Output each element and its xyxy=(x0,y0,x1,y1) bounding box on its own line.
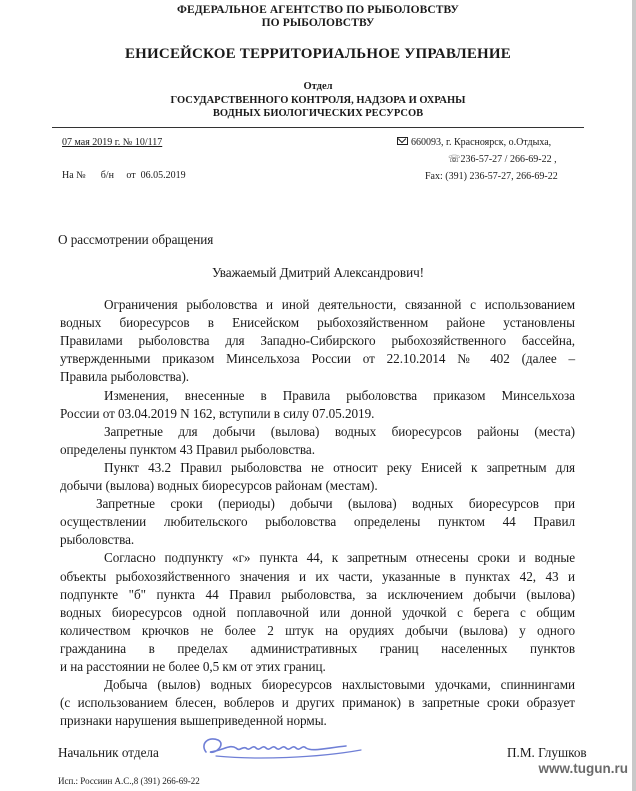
body-line: количеством крючков не более 2 штук на орудиях добычи (вылова) у одного xyxy=(60,623,575,638)
body-line: Правила рыболовства). xyxy=(60,369,190,384)
body-line: Пункт 43.2 Правил рыболовства не относит реку Енисей к запретным для xyxy=(104,460,575,475)
agency-title-line2: ПО РЫБОЛОВСТВУ xyxy=(261,17,375,29)
dept-title-line1: ГОСУДАРСТВЕННОГО КОНТРОЛЯ, НАДЗОРА И ОХРАНЫ xyxy=(170,95,466,106)
fax-line: Fax: (391) 236-57-27, 266-69-22 xyxy=(425,171,558,182)
body-line: добычи (вылова) водных биоресурсов районам (местам). xyxy=(60,478,378,493)
envelope-icon xyxy=(397,137,408,145)
body-line: объекты рыбохозяйственного значения и их части, указанные в пунктах 42, 43 и xyxy=(60,569,575,584)
body-line: Согласно подпункту «г» пункта 44, к запретным отнесены сроки и водные xyxy=(104,550,575,565)
body-line: утвержденными приказом Минсельхоза России от 22.10.2014 № 402 (далее – xyxy=(60,351,575,366)
subject: О рассмотрении обращения xyxy=(58,232,214,247)
body-line: Правилами рыболовства для Западно-Сибирского рыбохозяйственного бассейна, xyxy=(60,333,575,348)
body-line: и на расстоянии не более 0,5 км от этих границ. xyxy=(60,659,326,674)
body-line: осуществлении любительского рыболовства определены пунктом 44 Правил xyxy=(60,514,575,529)
body-line: Ограничения рыболовства и иной деятельности, связанной с использованием xyxy=(104,297,575,312)
phones-line xyxy=(448,154,557,165)
header-rule xyxy=(52,127,584,128)
handwritten-signature xyxy=(196,730,371,769)
body-line: рыболовства. xyxy=(60,532,135,547)
body-line: России от 03.04.2019 N 162, вступили в силу 07.05.2019. xyxy=(60,406,375,421)
body-line: подпункте "б" пункта 44 Правил рыболовства, за исключением добычи (вылова) xyxy=(60,587,575,602)
phone-icon: ☏ xyxy=(448,154,461,165)
dept-title-line2: ВОДНЫХ БИОЛОГИЧЕСКИХ РЕСУРСОВ xyxy=(212,108,424,119)
signatory-name: П.М. Глушков xyxy=(507,745,587,760)
body-line: гражданина в пределах административных границ населенных пунктов xyxy=(60,641,575,656)
reply-reference: На № б/н от 06.05.2019 xyxy=(62,170,186,181)
body-line: водных биоресурсов в Енисейском рыбохозяйственном районе установлены xyxy=(60,315,575,330)
executor-contact: Исп.: Россиин А.С.,8 (391) 266-69-22 xyxy=(58,776,200,786)
address-text: 660093, г. Красноярск, о.Отдыха, xyxy=(411,137,552,148)
body-line: (с использованием блесен, воблеров и других приманок) в запретные сроки образует xyxy=(60,695,575,710)
site-watermark: www.tugun.ru xyxy=(538,761,628,776)
body-line: Добыча (вылов) водных биоресурсов нахлыстовыми удочками, спиннингами xyxy=(104,677,575,692)
greeting: Уважаемый Дмитрий Александрович! xyxy=(211,265,425,280)
signatory-position: Начальник отдела xyxy=(58,745,159,760)
date-number: 07 мая 2019 г. № 10/117 xyxy=(62,137,163,148)
management-title: ЕНИСЕЙСКОЕ ТЕРРИТОРИАЛЬНОЕ УПРАВЛЕНИЕ xyxy=(124,46,512,62)
body-line: признаки нарушения вышеприведенной нормы. xyxy=(60,713,327,728)
dept-label: Отдел xyxy=(303,81,333,92)
address-line xyxy=(397,137,551,148)
body-line: Изменения, внесенные в Правила рыболовства приказом Минсельхоза xyxy=(104,388,575,403)
agency-title-line1: ФЕДЕРАЛЬНОЕ АГЕНТСТВО ПО РЫБОЛОВСТВУ xyxy=(177,4,459,16)
phones-text: 236-57-27 / 266-69-22 , xyxy=(460,154,557,165)
body-line: Запретные для добычи (вылова) водных биоресурсов районы (места) xyxy=(104,424,575,439)
body-line: водных биоресурсов одной поплавочной или донной удочкой с берега с общим xyxy=(60,605,575,620)
body-line: Запретные сроки (периоды) добычи (вылова) водных биоресурсов при xyxy=(96,496,575,511)
body-line: определены пунктом 43 Правил рыболовства. xyxy=(60,442,315,457)
